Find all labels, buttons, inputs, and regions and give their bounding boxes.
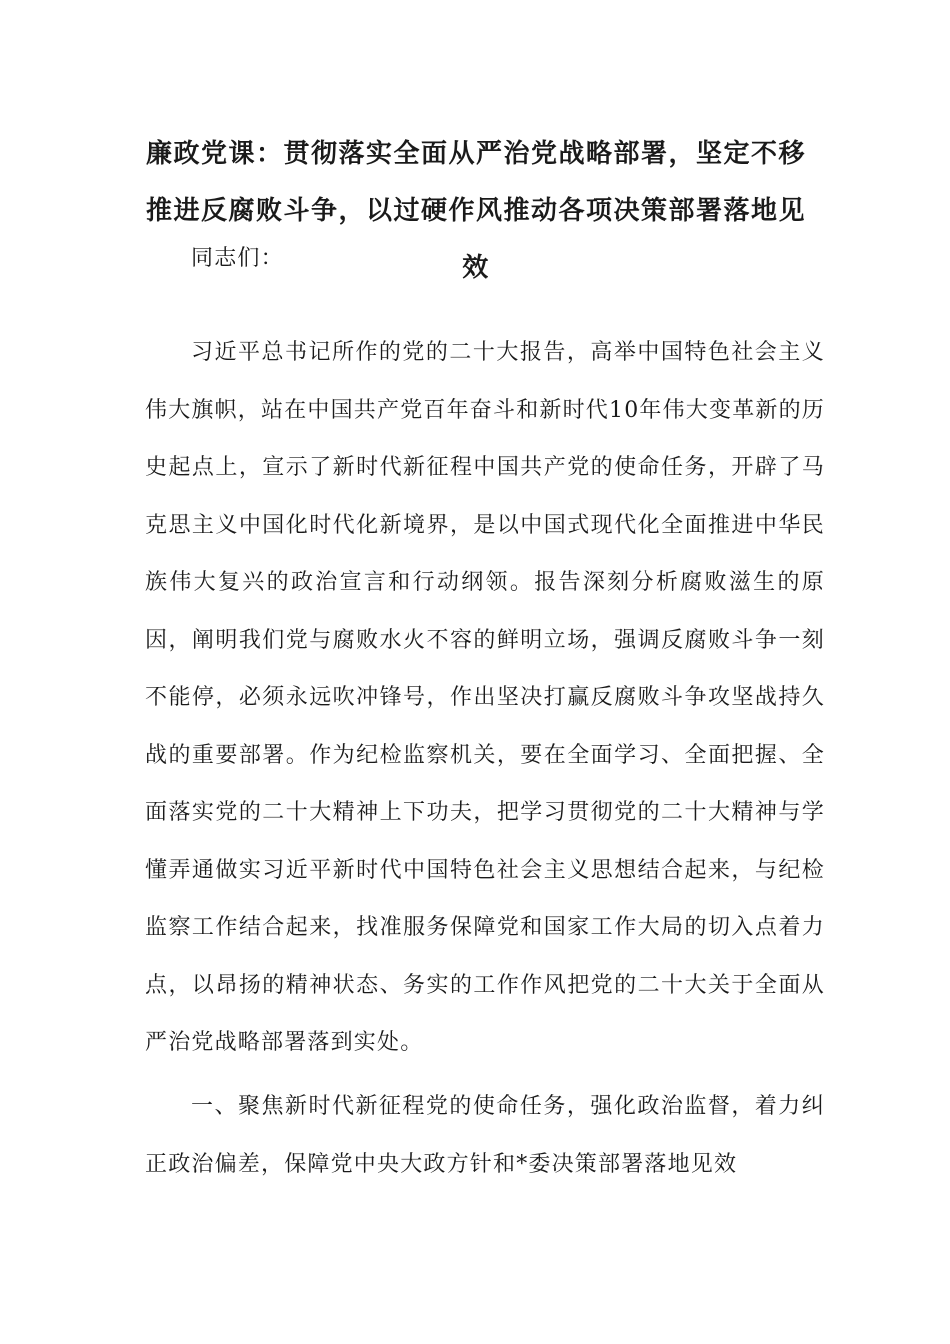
section-heading-1: 一、聚焦新时代新征程党的使命任务，强化政治监督，着力纠正政治偏差，保障党中央大政方针和*委决策部署落地见效 [145,1094,825,1177]
body-paragraph: 习近平总书记所作的党的二十大报告，高举中国特色社会主义伟大旗帜，站在中国共产党百年奋斗和新时代10年伟大变革新的历史起点上，宣示了新时代新征程中国共产党的使命任务，开辟了马克思主义中国化时代化新境界，是以中国式现代化全面推进中华民族伟大复兴的政治宣言和行动纲领。报告深刻分析腐败滋生的原因，阐明我们党与腐败水火不容的鲜明立场，强调反腐败斗争一刻不能停，必须永远吹冲锋号，作出坚决打赢反腐败斗争攻坚战持久战的重要部署。作为纪检监察机关，要在全面学习、全面把握、全面落实党的二十大精神上下功夫，把学习贯彻党的二十大精神与学懂弄通做实习近平新时代中国特色社会主义思想结合起来，与纪检监察工作结合起来，找准服务保障党和国家工作大局的切入点着力点，以昂扬的精神状态、务实的工作作风把党的二十大关于全面从严治党战略部署落到实处。 [145,340,825,1055]
document-title: 廉政党课：贯彻落实全面从严治党战略部署，坚定不移推进反腐败斗争，以过硬作风推动各项决策部署落地见效 [145,139,806,283]
greeting: 同志们： [191,246,284,271]
